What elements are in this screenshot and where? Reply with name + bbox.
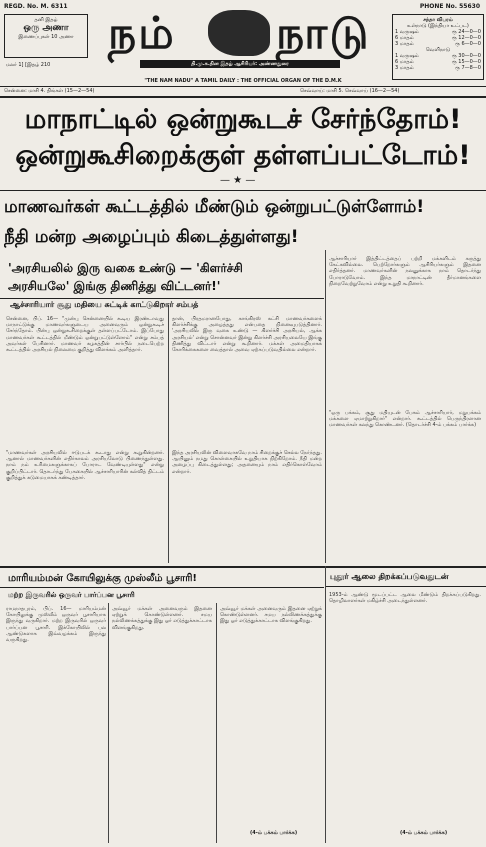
column-3-text: ஆச்சாரியார் இத்திட்டத்தைப் பற்றி மக்களிடம் கருத்து கேட்கவில்லை. பெற்றோர்களும் ஆசிரியர்களும் இதனை எதிர்த்தனர். மாணவர்களின் நலனுக்காக நாம் தொடர்ந்து போராடுவோம். இந்த மாநாட்டின் தீர்மானங்களை நிறைவேற்றுவோம் என்று உறுதி கூறினார். [329,256,481,287]
continued-note: (4-ம் பக்கம் பார்க்க) [250,830,298,836]
column-divider [325,250,326,563]
right-bottom-headline: புதூர் ஆலை திறக்கப்படுவதுடன் [330,572,449,581]
column-divider [108,603,109,843]
subscription-box [392,14,484,80]
column-divider [325,566,326,843]
bottom-column-3: அவ்வூர் மக்கள் அனைவரும் இதனை ஏற்றுக் கொண்டுள்ளனர். சமய நல்லிணக்கத்துக்கு இது ஓர் எடுத்துக்காட்டாக விளங்குகிறது. [220,606,322,625]
phone-number: PHONE No. 55630 [419,3,480,10]
column-1-text-continued: "மாணவர்கள் அரசியலில் ஈடுபடக் கூடாது என்று கூறுகின்றனர். ஆனால் மாணவர்களின் எதிர்காலம் அரசியலோடு பிணைந்துள்ளது. நாம் நம் உரிமைகளுக்காகப் போராட வேண்டியுள்ளது" என்று குறிப்பிட்டார். தொடர்ந்து பேசுகையில் ஆச்சாரியாரின் கல்வித் திட்டம் குறித்துக் கடுமையாகக் கண்டித்தார். [6,450,164,481]
sub-headline-2: நீதி மன்ற அழைப்பும் கிடைத்துள்ளது! [4,227,299,247]
main-headline-1: மாநாட்டில் ஒன்றுகூடச் சேர்ந்தோம்! [24,104,462,135]
price-line: தனி இதழ் [34,17,58,23]
rule [0,190,486,191]
star-divider-icon: — ★ — [220,175,256,186]
subscription-row: 3 மாதம் ரூ 7—8—0 [395,65,481,71]
subscription-row: 1 வருஷம் ரூ 24—0—0 [395,29,481,35]
column-2-text: தான், பிரதமரானபோது, காங்கிரஸ் கட்சி மாணவர்களைக் கிளர்ச்சிக்கு அழைத்தது என்பதை நினைவுபடுத்தினார். 'அரசியலில் இரு வகை உண்டு — கிளர்ச்சி அரசியல், ஆக்க அரசியல்' என்று சொன்னவர் இன்று கிளர்ச்சி அரசியலையே இங்கு திணித்து விட்டார் என்று கூறினார். மக்கள் அமைதியாகக் கோரிக்கைகளை வைத்தால் அவை ஏற்கப்படுவதில்லை என்றார். [172,316,322,354]
rule [0,566,486,568]
masthead-title [108,8,380,58]
title-right: நாடு [276,8,371,59]
rule [0,96,486,98]
dateline-left: சென்னை: மாசி 4. திங்கள் (15—2—54) [4,88,95,94]
column-divider [216,603,217,843]
column-2-text-continued: இந்த அரசியலின் விளைவாகவே நாம் சிறைக்குச் செல்ல நேர்ந்தது. ஆயினும் நமது கொள்கையில் உறுதியாக நிற்கிறோம். நீதி மன்ற அழைப்பு கிடைத்துள்ளது; அதனையும் நாம் எதிர்கொள்வோம் என்றார். [172,450,322,475]
price-supplement: இணைப்புகள் 10 அணா [18,34,74,40]
sub-headline-1: மாணவர்கள் கூட்டத்தில் மீண்டும் ஒன்றுபட்டுள்ளோம்! [4,197,425,217]
price-value: ஒரு அணா [23,23,69,33]
rule [326,586,486,587]
subscription-domestic: உள்நாடு (இந்தியா உட்பட) [407,23,469,29]
right-bottom-text: 1953-ம் ஆண்டு மூடப்பட்ட ஆலை மீண்டும் திறக்கப்படுகிறது. தொழிலாளர்கள் மகிழ்ச்சி அடைந்துள்ளனர். [329,592,481,605]
subscription-row: 3 மாதம் ரூ 6—0—0 [395,41,481,47]
bottom-column-1: ராமநாதபுரம், பிப். 16— மாரியம்மன் கோயிலுக்கு முஸ்லீம் ஒருவர் பூசாரியாக இருந்து வருகிறார். மற்ற இருவரில் ஒருவர் பார்ப்பன பூசாரி. இக்கோயிலில் பல ஆண்டுகளாக இவ்வழக்கம் இருந்து வருகிறது. [6,606,106,644]
rule [0,587,324,588]
title-left: நம் [108,8,176,59]
rule [0,298,324,299]
bottom-subheadline: மற்ற இருவரில் ஒருவர் பார்ப்பன பூசாரி [8,591,135,599]
price-box [4,14,88,58]
quote-headline-2: அரசியலே' இங்கு திணித்து விட்டனர்!' [8,279,221,293]
bottom-column-2: அவ்வூர் மக்கள் அனைவரும் இதனை ஏற்றுக் கொண்டுள்ளனர். சமய நல்லிணக்கத்துக்கு இது ஓர் எடுத்துக்காட்டாக விளங்குகிறது. [112,606,212,631]
subscription-title: சந்தா விபரம் [423,17,453,23]
column-divider [168,305,169,563]
main-headline-2: ஒன்றுகூசிறைக்குள் தள்ளப்பட்டோம்! [15,140,471,171]
continued-note-right: (4-ம் பக்கம் பார்க்க) [400,830,448,836]
subscription-foreign: வெளிநாடு [425,47,451,53]
subscription-row: 6 மாதம் ரூ 15—0—0 [395,59,481,65]
quote-headline-1: 'அரசியலில் இரு வகை உண்டு — 'கிளர்ச்சி [8,261,243,275]
subscription-row: 1 வருஷம் ரூ 30—0—0 [395,53,481,59]
map-emblem-icon [208,10,270,56]
subscription-row: 6 மாதம் ரூ 12—0—0 [395,35,481,41]
registration-number: REGD. No. M. 6311 [4,3,68,10]
tagline: தி.மு.க.தின இதழ் ஆசிரியர்: அண்ணதுரை [140,60,340,68]
rule [0,86,486,87]
issue-number: மலர் 1] [இதழ் 210 [6,62,51,68]
bottom-headline: மாரியம்மன் கோயிலுக்கு முஸ்லீம் பூசாரி! [8,573,197,584]
column-1-text: சென்னை, பிப். 16— "முன்பு சென்னையில் கூடிய இரண்டாவது மாநாட்டுக்கு மாணவர்களுடைய அனைவரும் ஒன்றுகூடிச் சேர்ந்தோம். பின்பு ஒன்றுகூசிறைக்குள் தள்ளப்பட்டோம். இப்போது மாணவர்கள் கூட்டத்தில் மீண்டும் ஒன்றுபட்டுள்ளோம்" என்று சம்பத் அவர்கள் பேசினார். மாணவர் கழகத்தின் சார்பில் நடைபெற்ற கூட்டத்தில் அரசியல் நிலைமை குறித்து விளக்கம் அளித்தார். [6,316,164,354]
english-subtitle: "THE NAM NADU" A TAMIL DAILY : THE OFFICIAL ORGAN OF THE D.M.K [144,78,342,84]
column-3-text-continued: "ஒரு பக்கம், சூது மதியுடன் பேசும் ஆச்சாரியார், மறுபக்கம் மக்களை ஏமாற்றுகிறார்" என்றார். கூட்டத்தில் பெருந்திரளான மாணவர்கள் கலந்து கொண்டனர். (தொடர்ச்சி 4-ம் பக்கம் பார்க்க) [329,410,481,429]
dateline-right: செவ்வாய்: மாசி 5. செவ்வாய் (16—2—54) [300,88,400,94]
byline: ஆச்சாரியார் சூது மதியை சுட்டிக் காட்டுகிறார் சம்பத் [10,300,199,309]
